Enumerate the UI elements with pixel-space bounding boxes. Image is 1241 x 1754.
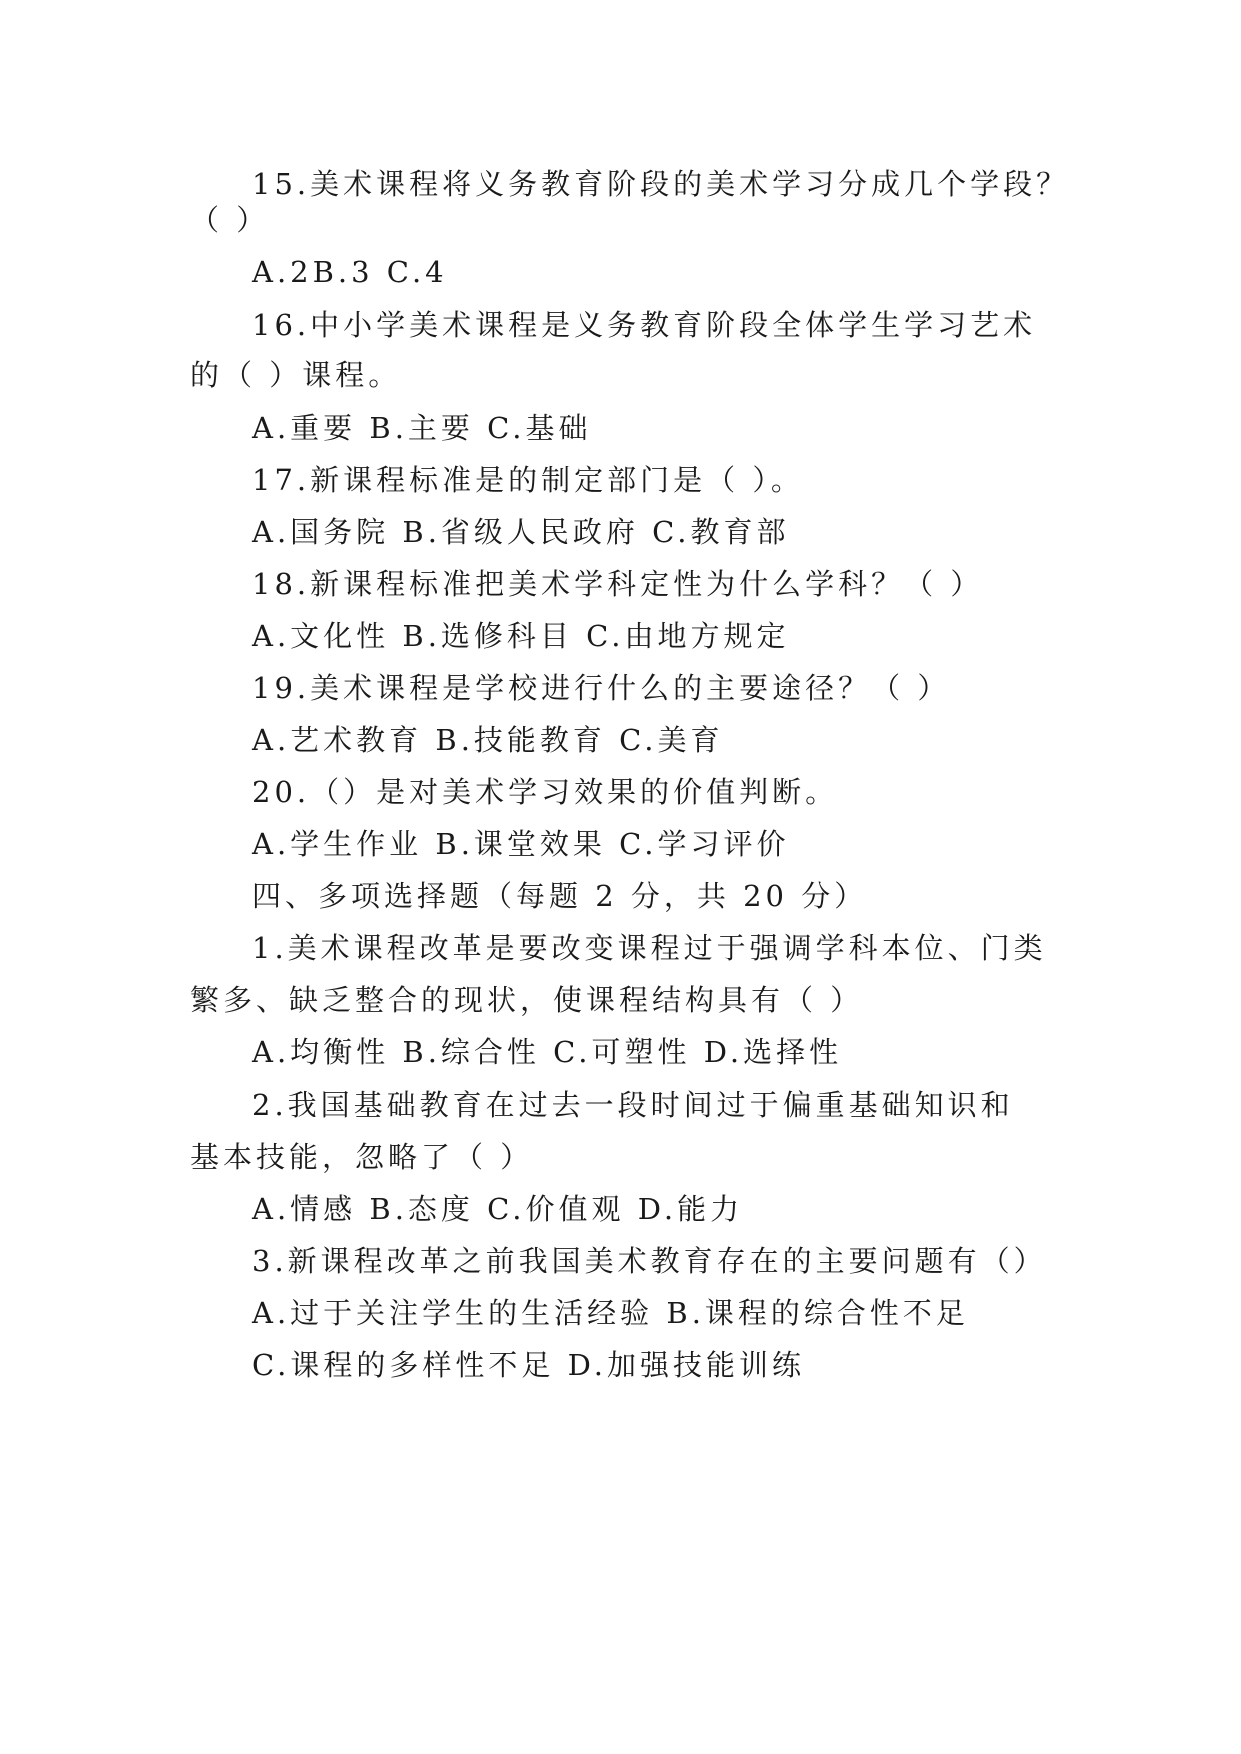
question-16-options: A.重要 B.主要 C.基础 [252, 411, 592, 445]
question-16-stem-cont: 的（ ）课程。 [190, 358, 402, 392]
section-heading: 四、多项选择题（每题 2 分，共 20 分） [252, 879, 868, 913]
mc-question-2-stem-cont: 基本技能，忽略了（ ） [190, 1140, 534, 1174]
mc-question-3-options-ab: A.过于关注学生的生活经验 B.课程的综合性不足 [252, 1296, 969, 1330]
mc-question-3-stem: 3.新课程改革之前我国美术教育存在的主要问题有（） [252, 1244, 1047, 1278]
question-15-options: A.2B.3 C.4 [252, 255, 448, 289]
question-18-stem: 18.新课程标准把美术学科定性为什么学科？（ ） [252, 567, 984, 601]
question-15-stem: 15.美术课程将义务教育阶段的美术学习分成几个学段？ [252, 167, 1070, 201]
mc-question-1-stem: 1.美术课程改革是要改变课程过于强调学科本位、门类 [252, 931, 1047, 965]
question-15-blank: （ ） [190, 203, 270, 237]
mc-question-3-options-cd: C.课程的多样性不足 D.加强技能训练 [252, 1348, 806, 1382]
question-19-options: A.艺术教育 B.技能教育 C.美育 [252, 723, 724, 757]
mc-question-2-stem: 2.我国基础教育在过去一段时间过于偏重基础知识和 [252, 1088, 1014, 1122]
question-17-stem: 17.新课程标准是的制定部门是（ ）。 [252, 463, 804, 497]
question-20-options: A.学生作业 B.课堂效果 C.学习评价 [252, 827, 790, 861]
mc-question-1-options: A.均衡性 B.综合性 C.可塑性 D.选择性 [252, 1035, 843, 1069]
mc-question-1-stem-cont: 繁多、缺乏整合的现状，使课程结构具有（ ） [190, 983, 864, 1017]
question-20-stem: 20.（）是对美术学习效果的价值判断。 [252, 775, 839, 809]
question-16-stem: 16.中小学美术课程是义务教育阶段全体学生学习艺术 [252, 308, 1037, 342]
question-18-options: A.文化性 B.选修科目 C.由地方规定 [252, 619, 790, 653]
question-19-stem: 19.美术课程是学校进行什么的主要途径？（ ） [252, 671, 951, 705]
mc-question-2-options: A.情感 B.态度 C.价值观 D.能力 [252, 1192, 744, 1226]
question-17-options: A.国务院 B.省级人民政府 C.教育部 [252, 515, 790, 549]
